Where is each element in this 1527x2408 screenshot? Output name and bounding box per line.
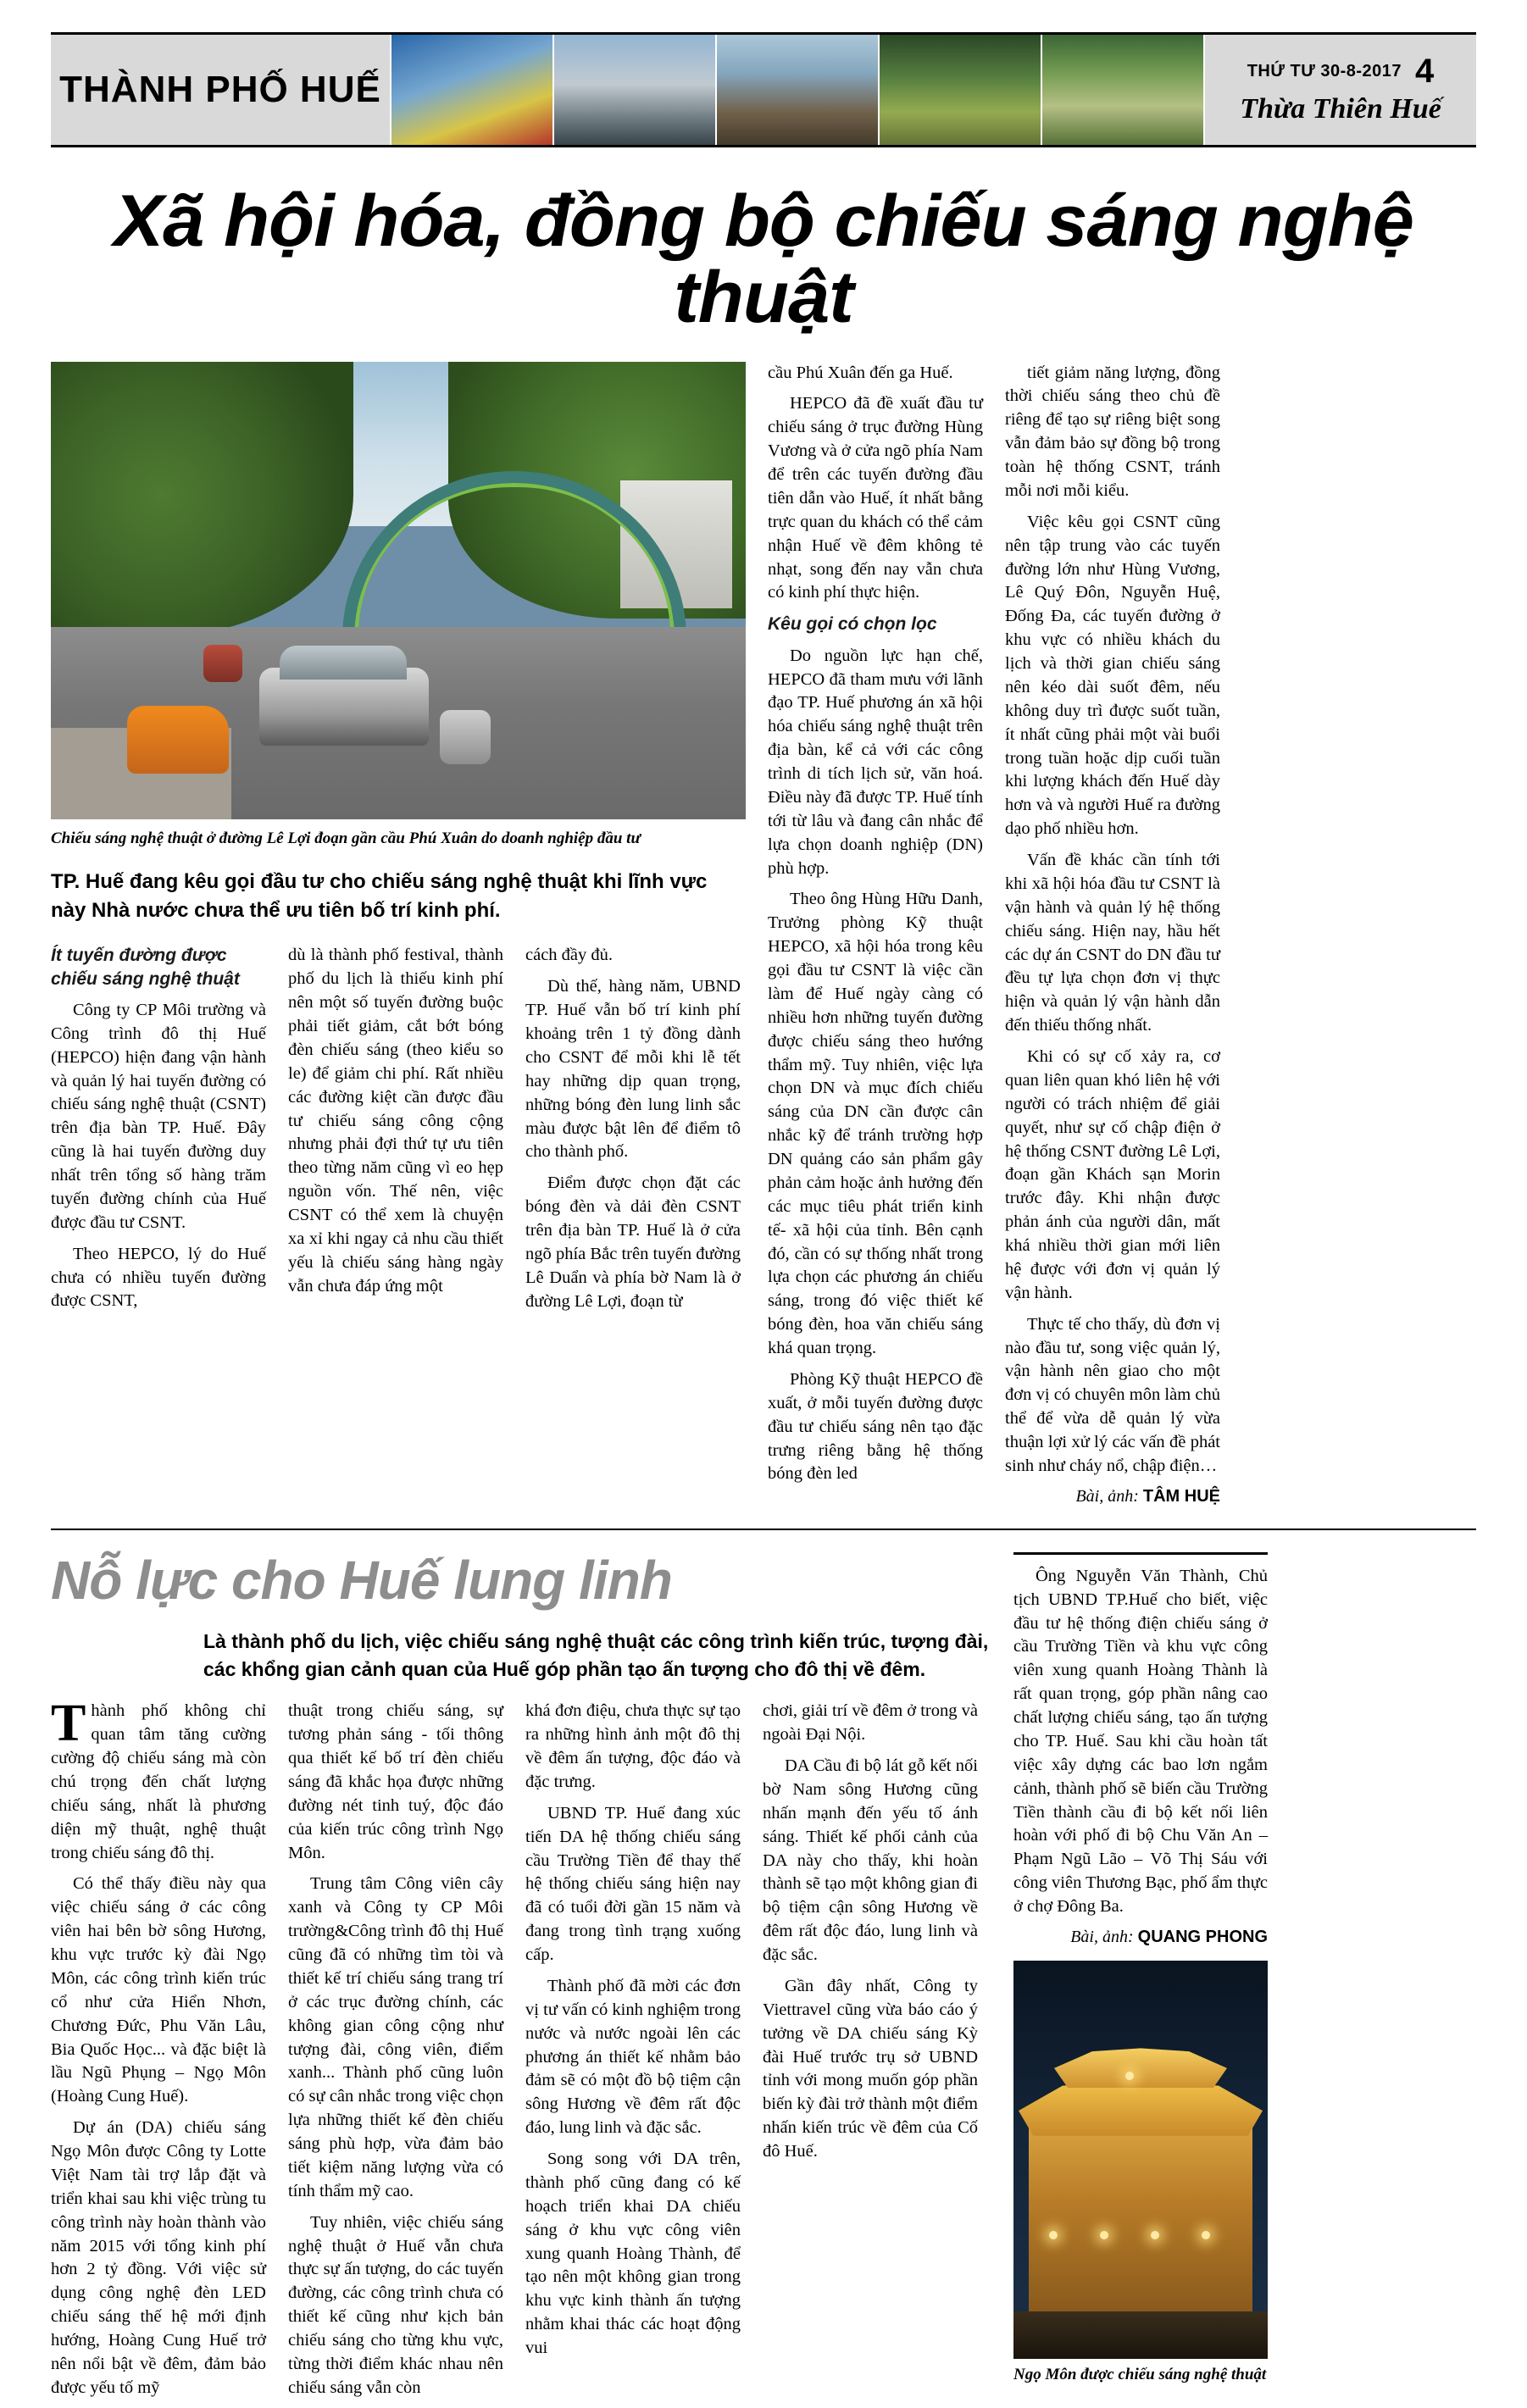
article1-byline-label: Bài, ảnh: [1075,1486,1139,1506]
article2-quote-box [1013,1552,1268,1919]
article1-right-block [768,362,1476,1506]
article2-photo-caption: Ngọ Môn được chiếu sáng nghệ thuật [1013,2365,1267,2383]
article1-top [51,362,1476,1506]
article2-main [51,1549,991,2408]
article2-byline-label: Bài, ảnh: [1070,1927,1134,1946]
masthead-photo-boats [880,35,1042,145]
masthead-date-row [1213,54,1468,88]
paragraph: UBND TP. Huế đang xúc tiến DA hệ thống chiếu sáng cầu Trường Tiền để thay thế hệ thống chiếu sáng hiện nay đã có tuổi đời gần 15 năm và đang trong tình trạng xuống cấp. [525,1803,741,1965]
article2-column-4 [763,1700,978,2407]
article1-subhead-2: Kêu gọi có chọn lọc [768,614,937,635]
paragraph: Ông Nguyễn Văn Thành, Chủ tịch UBND TP.Huế cho biết, việc đầu tư hệ thống điện chiếu sáng ở cầu Trường Tiền và khu vực công viên xung quanh Hoàng Thành là rất quan trọng, góp phần nâng cao chất lượng chiếu sáng, tạo ấn tượng cho TP. Huế. Sau khi cầu hoàn tất việc xây dựng các bao lơn ngắm cảnh, thành phố sẽ biến cầu Trường Tiền thành cầu đi bộ kết nối liên hoàn với phố đi bộ Chu Văn An – Phạm Ngũ Lão – Võ Thị Sáu với công viên Thương Bạc, phố ẩm thực ở chợ Đông Ba. [1013,1566,1268,1917]
article1-standfirst: TP. Huế đang kêu gọi đầu tư cho chiếu sáng nghệ thuật khi lĩnh vực này Nhà nước chưa thể ưu tiên bố trí kinh phí. [51,870,708,923]
paragraph: Việc kêu gọi CSNT cũng nên tập trung vào các tuyến đường lớn như Hùng Vương, Lê Quý Đôn, Nguyễn Huệ, Đống Đa, các tuyến đường ở khu vực có nhiều khách du lịch và thời gian chiếu sáng nên kéo dài suốt đêm, nếu không duy trì được suốt tuần, ít nhất cũng phải một vài buổi trong tuần hoặc dịp cuối tuần khi lượng khách đến Huế dày hơn và và người Huế ra đường dạo phố nhiều hơn. [1005,512,1220,839]
paragraph: Điểm được chọn đặt các bóng đèn và dải đèn CSNT trên địa bàn TP. Huế là ở cửa ngõ phía Bắc trên tuyến đường Lê Duẩn và phía bờ Nam là ở đường Lê Lợi, đoạn từ [525,1173,741,1311]
paragraph: khá đơn điệu, chưa thực sự tạo ra những hình ảnh một đô thị về đêm ấn tượng, độc đáo và đặc trưng. [525,1701,741,1791]
paragraph: DA Cầu đi bộ lát gỗ kết nối bờ Nam sông Hương cũng nhấn mạnh đến yếu tố ánh sáng. Thiết kế phối cảnh của DA này cho thấy, khi hoàn thành sẽ tạo một không gian đi bộ tiệm cận sông Hương về đêm rất độc đáo, lung linh và đặc sắc. [763,1756,978,1965]
masthead-info-block [1205,35,1476,145]
masthead-photo-cityscape [554,35,717,145]
paragraph: Tuy nhiên, việc chiếu sáng nghệ thuật ở Huế vẫn chưa thực sự ấn tượng, do các tuyến đường, các công trình chưa có thiết kế cũng như kịch bản chiếu sáng cho từng khu vực, từng thời điểm khác nhau nên chiếu sáng vẫn còn [288,2212,503,2397]
paragraph: Thành phố không chỉ quan tâm tăng cường cường độ chiếu sáng mà còn chú trọng đến chất lượng chiếu sáng, nhất là phương diện mỹ thuật, nghệ thuật trong chiếu sáng đô thị. [51,1695,266,1862]
paragraph: cách đầy đủ. [525,946,614,965]
masthead-date: THỨ TƯ 30-8-2017 [1247,61,1402,80]
paragraph: thuật trong chiếu sáng, sự tương phản sáng - tối thông qua thiết kế bố trí đèn chiếu sáng đã khắc họa được những đường nét tinh tuý, độc đáo của kiến trúc công trình Ngọ Môn. [288,1701,503,1862]
paragraph: Theo ông Hùng Hữu Danh, Trưởng phòng Kỹ thuật HEPCO, xã hội hóa trong kêu gọi đầu tư CSNT là việc cần làm để Huế ngày càng có nhiều hơn những tuyến đường được chiếu sáng theo hướng thẩm mỹ. Tuy nhiên, việc lựa chọn DN và mục đích chiếu sáng của DN cần được cân nhắc kỹ để tránh trường hợp DN quảng cáo sản phẩm gây phản cảm hoặc ảnh hưởng đến các mục tiêu phát triển kinh tế- xã hội của tỉnh. Bên cạnh đó, cần có sự thống nhất trong lựa chọn các phương án chiếu sáng, trong đó việc thiết kế bóng đèn, hoa văn chiếu sáng khá quan trọng. [768,890,983,1358]
article1-column-4 [768,362,983,1506]
article1-photo-street-lighting [51,362,746,819]
paragraph: Thành phố đã mời các đơn vị tư vấn có kinh nghiệm trong nước và nước ngoài lên các phương án thiết kế nhằm bảo đảm sẽ có một đồ bộ tiệm cận sông Hương về đêm rất độc đáo, lung linh và đặc sắc. [525,1976,741,2138]
article2-byline [1013,1928,1268,1947]
article1-byline-name: TÂM HUỆ [1142,1486,1220,1506]
paragraph: Công ty CP Môi trường và Công trình đô thị Huế (HEPCO) hiện đang vận hành và quản lý hai tuyến đường có chiếu sáng nghệ thuật (CSNT) trên địa bàn TP. Huế. Đây cũng là hai tuyến đường duy nhất trên tổng số hàng trăm tuyến đường chính của Huế được đầu tư CSNT. [51,1000,266,1232]
paragraph: tiết giảm năng lượng, đồng thời chiếu sáng theo chủ đề riêng để tạo sự riêng biệt song vẫn đảm bảo sự đồng bộ trong toàn hệ thống CSNT, tránh mỗi nơi mỗi kiểu. [1005,363,1220,500]
paragraph: Vấn đề khác cần tính tới khi xã hội hóa đầu tư CSNT là vận hành và quản lý hệ thống chiếu sáng. Hiện nay, hầu hết các dự án CSNT do DN đầu tư đều tự lựa chọn đơn vị thực hiện và quản lý vận hành dẫn đến thiếu thống nhất. [1005,851,1220,1035]
newspaper-page [0,32,1527,2397]
article1-left-block [51,362,746,1506]
article1-column-2 [288,944,503,1321]
article1-subhead-1: Ít tuyến đường được chiếu sáng nghệ thuật [51,946,240,989]
article1-column-5 [1005,362,1220,1506]
article1-byline [1005,1487,1220,1506]
article2-headline: Nỗ lực cho Huế lung linh [51,1549,672,1611]
article2-column-2 [288,1700,503,2407]
paragraph: Dù thế, hàng năm, UBND TP. Huế vẫn bố trí kinh phí khoảng trên 1 tỷ đồng dành cho CSNT để mỗi khi lễ tết hay những dịp quan trọng, những bóng đèn lung linh sắc màu được bật lên để điểm tô cho thành phố. [525,977,741,1162]
article2-columns [51,1695,991,2407]
masthead-photo-garden [1042,35,1205,145]
paragraph: Gần đây nhất, Công ty Viettravel cũng vừa báo cáo ý tưởng về DA chiếu sáng Kỳ đài Huế trước trụ sở UBND tỉnh với mong muốn góp phần biến kỳ đài trở thành một điểm nhấn kiến trúc về đêm của Cố đô Huế. [763,1976,978,2161]
paragraph: Khi có sự cố xảy ra, cơ quan liên quan khó liên hệ với người có trách nhiệm để giải quyết, như sự cố chập điện ở hệ thống CSNT đường Lê Lợi, đoạn gần Khách sạn Morin trước đây. Khi nhận được phản ánh của người dân, mất khá nhiều thời gian mới liên hệ được với đơn vị quản lý vận hành. [1005,1047,1220,1302]
paragraph: Theo HEPCO, lý do Huế chưa có nhiều tuyến đường được CSNT, [51,1244,266,1311]
paragraph: chơi, giải trí về đêm ở trong và ngoài Đại Nội. [763,1701,978,1745]
article2-sidebar-block [1013,1552,1268,2408]
paragraph: Có thể thấy điều này qua việc chiếu sáng ở các công viên hai bên bờ sông Hương, khu vực trước kỳ đài Ngọ Môn, các công trình kiến trúc cổ như cửa Hiển Nhơn, Chương Đức, Phu Văn Lâu, Bia Quốc Học... và đặc biệt là lầu Ngũ Phụng – Ngọ Môn (Hoàng Cung Huế). [51,1874,266,2106]
masthead-paper-name: Thừa Thiên Huế [1240,93,1441,125]
paragraph: dù là thành phố festival, thành phố du lịch là thiếu kinh phí nên một số tuyến đường buộc phải tiết giảm, cắt bớt bóng đèn chiếu sáng (theo kiểu so le) để giảm chi phí. Rất nhiều các đường kiệt cần được đầu tư chiếu sáng công cộng nhưng phải đợi thứ tự ưu tiên theo từng năm cũng vì eo hẹp nguồn vốn. Thế nên, việc CSNT có thể xem là chuyện xa xỉ khi ngay cả nhu cầu thiết yếu là chiếu sáng hàng ngày vẫn chưa đáp ứng một [288,946,503,1296]
article2 [51,1549,1476,2408]
paragraph: Phòng Kỹ thuật HEPCO đề xuất, ở mỗi tuyến đường được đầu tư chiếu sáng nên tạo đặc trưng riêng bằng hệ thống bóng đèn led [768,1369,983,1484]
article2-column-3 [525,1700,741,2407]
masthead-page-number: 4 [1415,53,1435,90]
article1-headline: Xã hội hóa, đồng bộ chiếu sáng nghệ thuật [114,180,1413,339]
section-divider [51,1529,1476,1530]
paragraph: HEPCO đã đề xuất đầu tư chiếu sáng ở trục đường Hùng Vương và ở cửa ngõ phía Nam để trên các tuyến đường đầu tiên dẫn vào Huế, ít nhất bằng trực quan du khách có thể cảm nhận Huế về đêm không tẻ nhạt, song đến nay vẫn chưa có kinh phí thực hiện. [768,394,983,602]
paragraph: Trung tâm Công viên cây xanh và Công ty CP Môi trường&Công trình đô thị Huế cũng đã có những tìm tòi và thiết kế trí chiếu sáng trang trí ở các trục đường chính, các không gian công cộng như tượng đài, công viên, điểm xanh... Thành phố cũng luôn có sự cân nhắc trong việc chọn lựa những thiết kế đèn chiếu sáng phù hợp, vừa đảm bảo tiết kiệm năng lượng vừa có tính thẩm mỹ cao. [288,1874,503,2200]
masthead-city-title: THÀNH PHỐ HUẾ [59,69,381,110]
masthead-photo-strip [391,35,1205,145]
article2-column-1 [51,1695,266,2407]
article1-photo-caption: Chiếu sáng nghệ thuật ở đường Lê Lợi đoạn gần cầu Phú Xuân do doanh nghiệp đầu tư [51,829,641,847]
masthead-city-block [51,35,391,145]
paragraph: Song song với DA trên, thành phố cũng đang có kế hoạch triển khai DA chiếu sáng ở khu vực công viên xung quanh Hoàng Thành, để tạo nên một không gian trong khu vực kinh thành ấn tượng nhằm khai thác các hoạt động vui [525,2150,741,2358]
article1-columns-left [51,944,746,1321]
masthead [51,32,1476,147]
paragraph: cầu Phú Xuân đến ga Huế. [768,363,953,382]
article2-photo-ngo-mon [1013,1961,1268,2359]
article2-byline-name: QUANG PHONG [1137,1927,1268,1946]
masthead-photo-street [717,35,880,145]
article2-standfirst: Là thành phố du lịch, việc chiếu sáng nghệ thuật các công trình kiến trúc, tượng đài, các khổng gian cảnh quan của Huế góp phần tạo ấn tượng cho đô thị về đêm. [203,1630,989,1680]
masthead-photo-festival [391,35,554,145]
paragraph: Dự án (DA) chiếu sáng Ngọ Môn được Công ty Lotte Việt Nam tài trợ lắp đặt và triển khai sau khi việc trùng tu công trình này hoàn thành vào năm 2015 với tổng kinh phí hơn 2 tỷ đồng. Với việc sử dụng công nghệ đèn LED chiếu sáng thế hệ mới định hướng, Hoàng Cung Huế trở nên nổi bật về đêm, đảm bảo được yếu tố mỹ [51,2118,266,2397]
article1-column-1 [51,944,266,1321]
article1-column-3 [525,944,741,1321]
paragraph: Thực tế cho thấy, dù đơn vị nào đầu tư, song việc quản lý, vận hành nên giao cho một đơn vị có chuyên môn làm chủ thể để vừa dễ quản lý vừa thuận lợi xử lý các vấn đề phát sinh như cháy nổ, chập điện… [1005,1314,1220,1475]
paragraph: Do nguồn lực hạn chế, HEPCO đã tham mưu với lãnh đạo TP. Huế phương án xã hội hóa chiếu sáng nghệ thuật trên địa bàn, kể cả với các công trình di tích lịch sử, văn hoá. Điều này đã được TP. Huế tính tới từ lâu và đang cân nhắc để lựa chọn doanh nghiệp (DN) phù hợp. [768,646,983,878]
